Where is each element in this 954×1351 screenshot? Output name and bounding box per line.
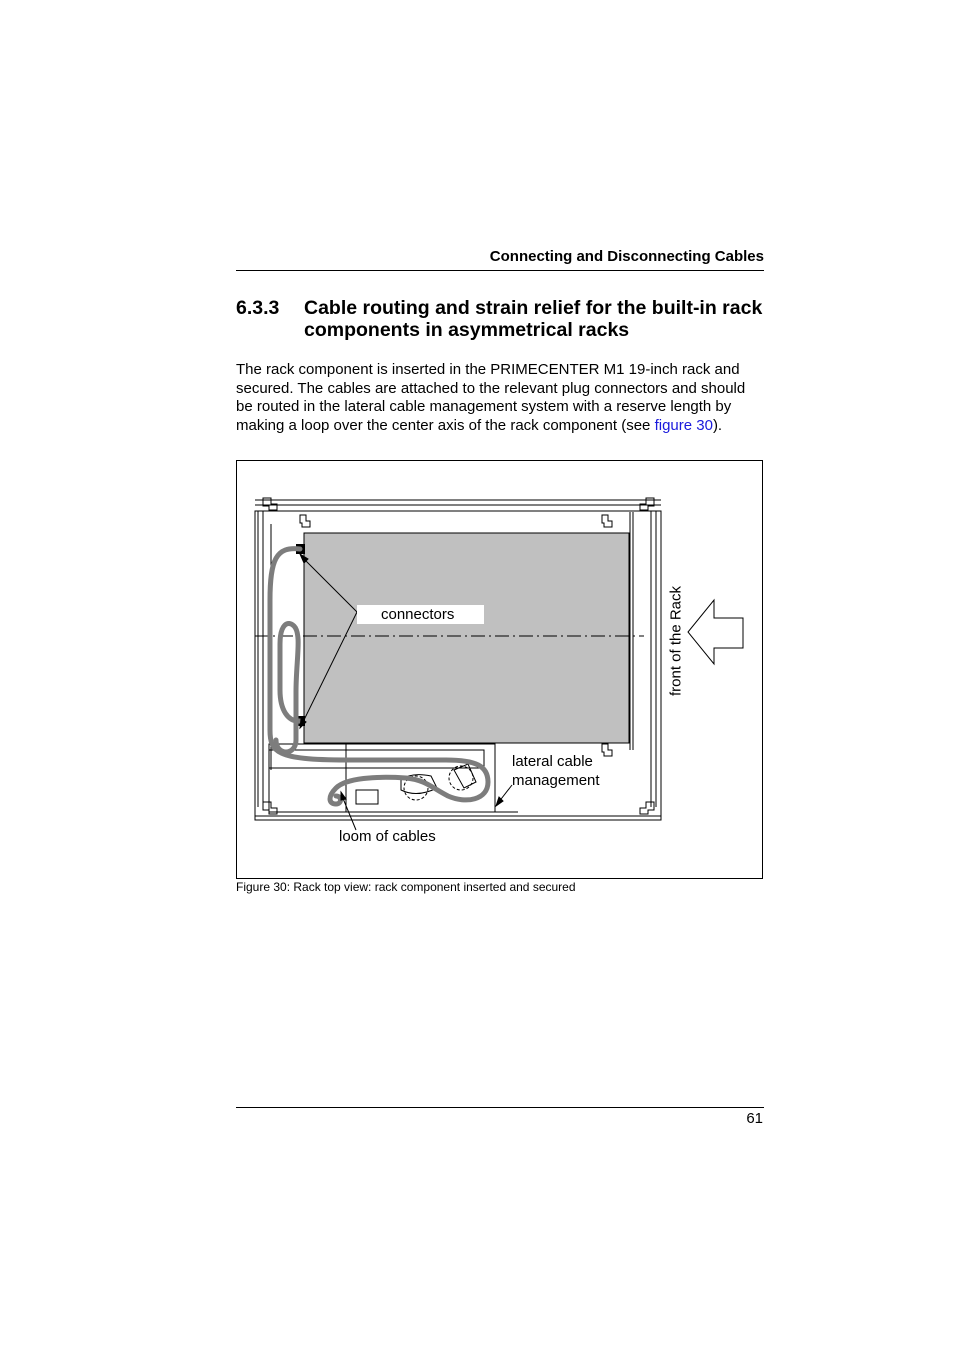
header-rule	[236, 270, 764, 271]
front-arrow	[688, 600, 743, 664]
paragraph-text: The rack component is inserted in the PRIMECENTER M1 19-inch rack and secured. The cables are attached to the relevant plug connectors and should be routed in the lateral cable management system with a reserve length by making a loop over the center axis of the rack component (see	[236, 361, 746, 434]
label-lateral-cable-management	[512, 752, 600, 790]
section-number: 6.3.3	[236, 297, 280, 319]
figure-link[interactable]: figure 30	[654, 416, 713, 434]
paragraph-text-end: ).	[712, 416, 723, 434]
section-title: Cable routing and strain relief for the built-in rack components in asymmetrical racks	[304, 297, 763, 341]
label-lateral-line2: management	[512, 772, 600, 789]
cable-loop	[276, 623, 300, 752]
label-front-of-rack: front of the Rack	[667, 585, 685, 697]
label-lateral-line1: lateral cable	[512, 753, 593, 770]
body-paragraph	[236, 361, 766, 435]
footer-rule	[236, 1107, 764, 1108]
rack-component	[304, 533, 629, 743]
running-header: Connecting and Disconnecting Cables	[489, 248, 764, 265]
figure-caption: Figure 30: Rack top view: rack component inserted and secured	[236, 880, 576, 894]
page-number: 61	[746, 1110, 763, 1127]
label-loom-of-cables: loom of cables	[339, 828, 436, 845]
label-connectors: connectors	[357, 605, 484, 624]
